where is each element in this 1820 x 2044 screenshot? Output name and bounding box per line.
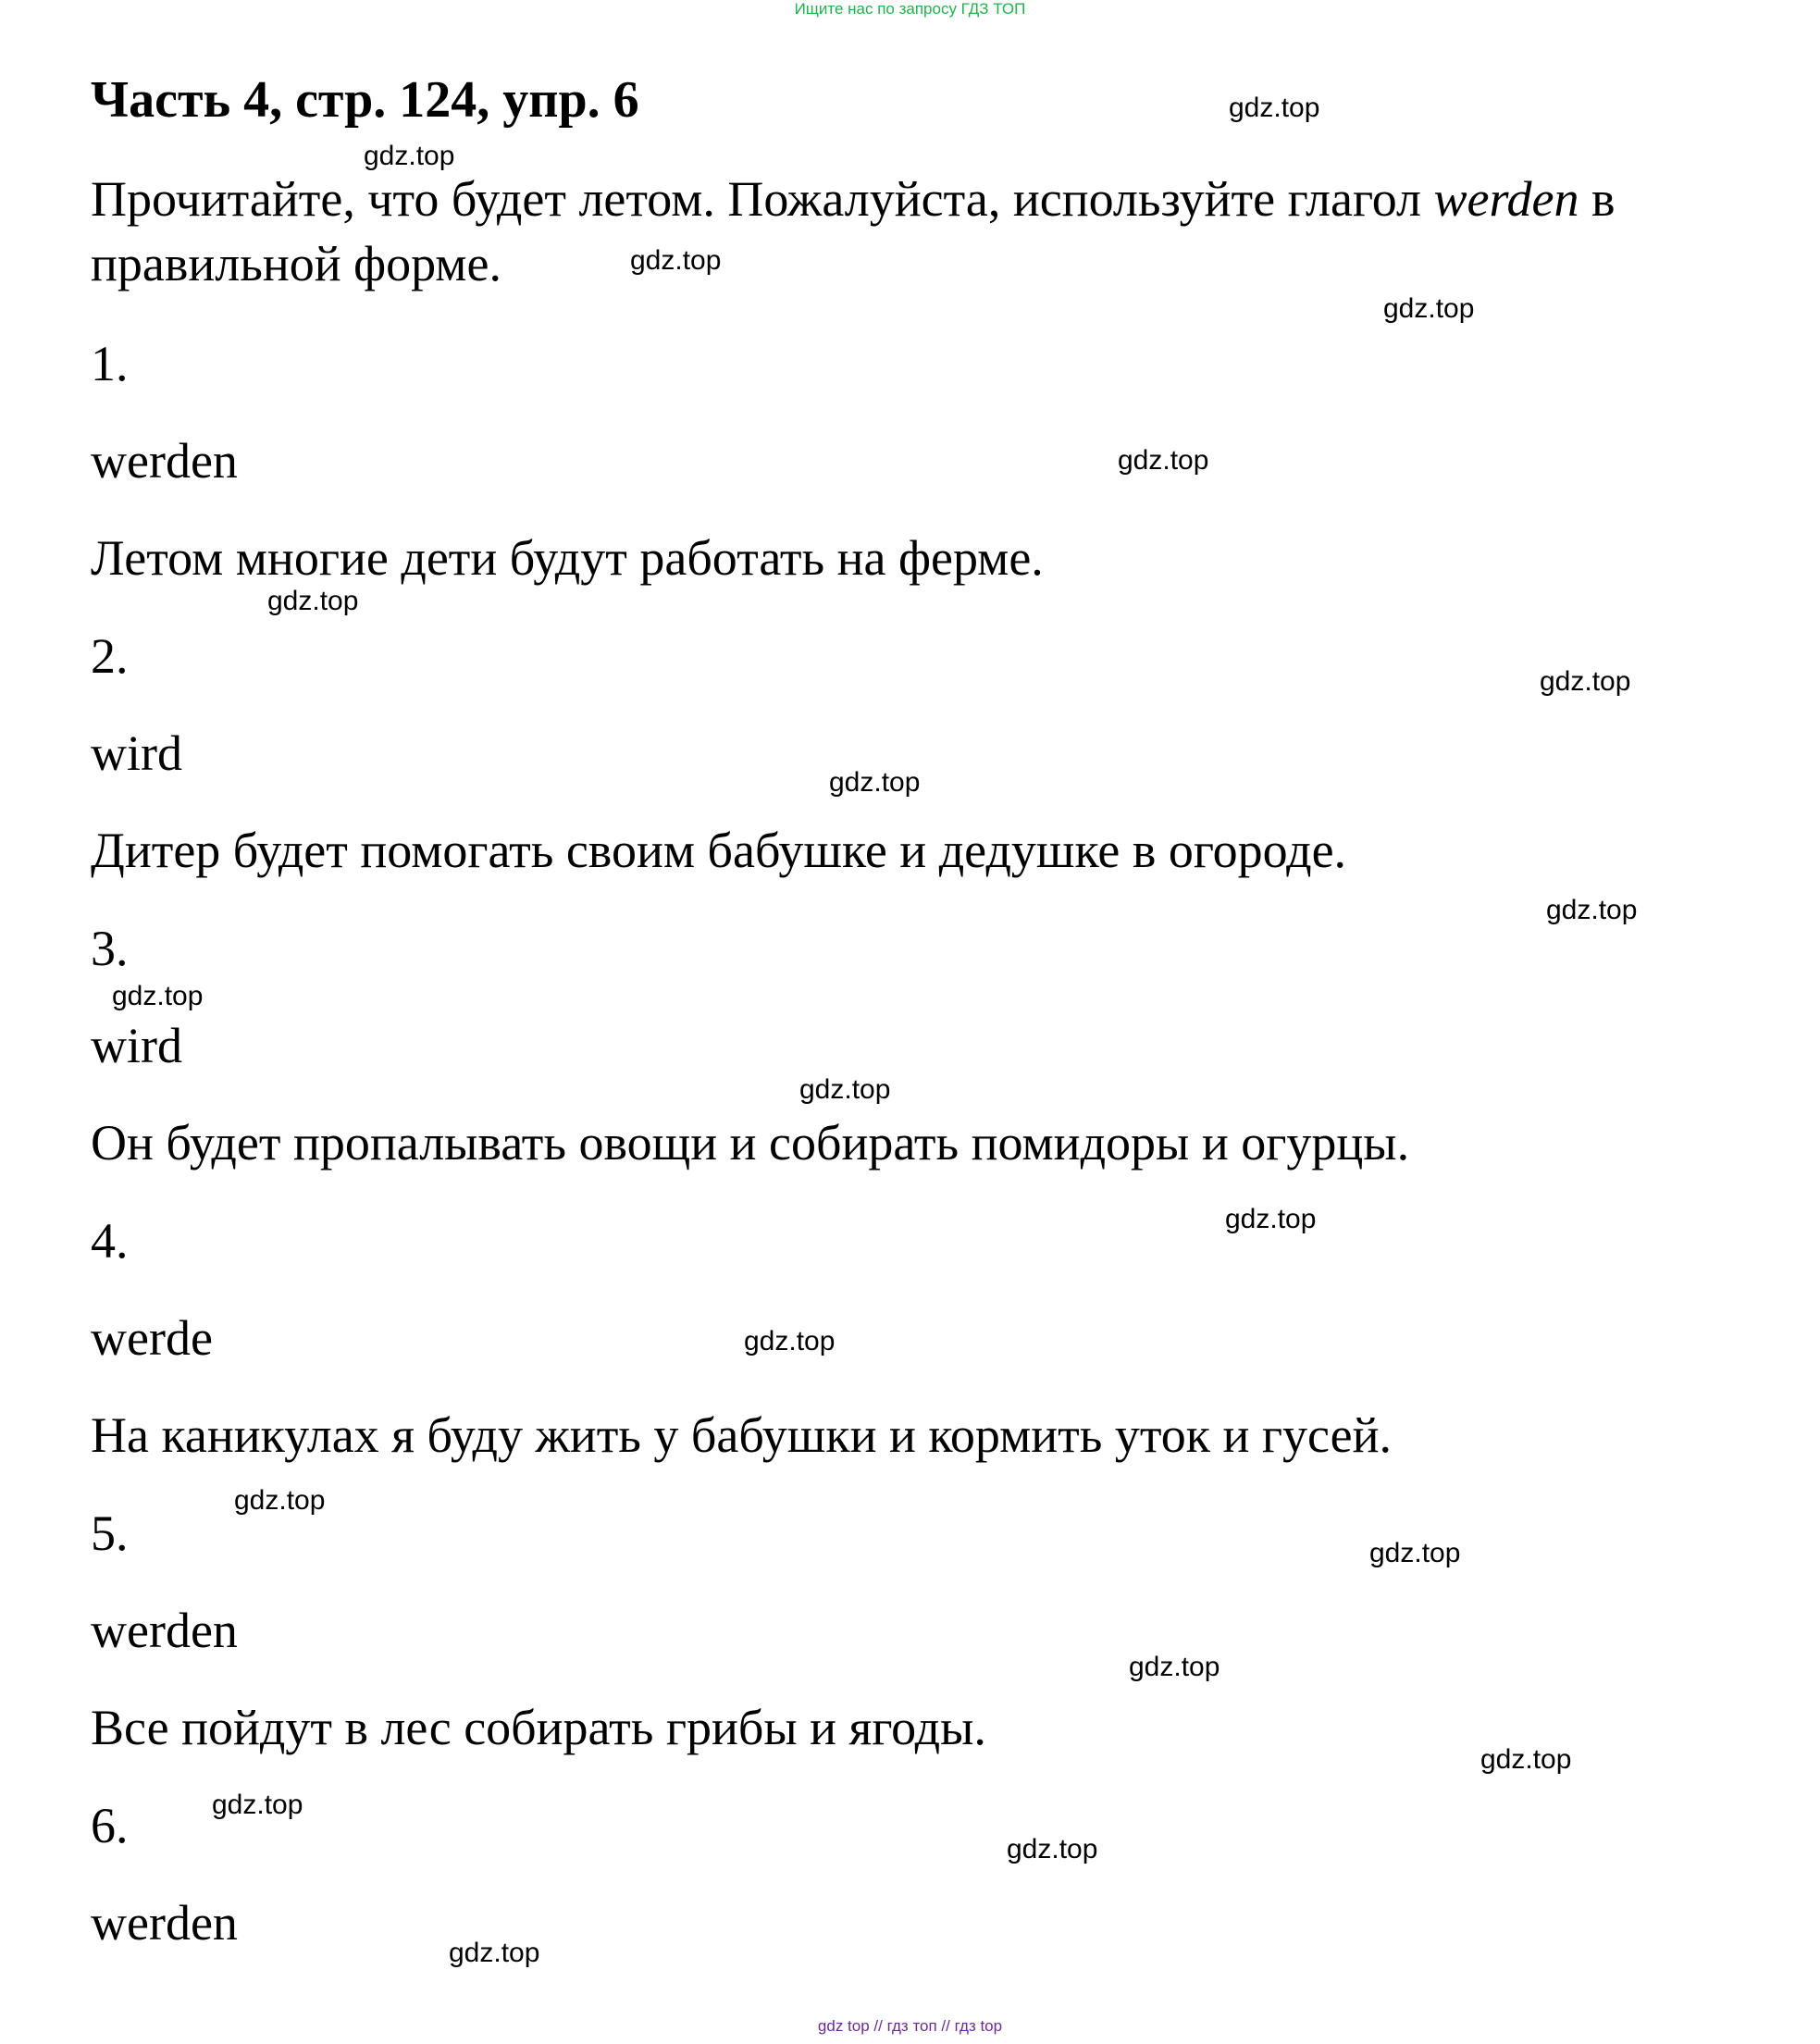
footer-links[interactable]: gdz top // гдз топ // гдз top xyxy=(817,2017,1003,2035)
item-translation: Все пойдут в лес собирать грибы и ягоды. xyxy=(91,1700,986,1755)
item-answer: werde xyxy=(91,1310,213,1366)
item-number: 3. xyxy=(91,921,129,976)
item-answer: werden xyxy=(91,1603,238,1658)
watermark: gdz.top xyxy=(1225,1204,1317,1234)
task-text-before: Прочитайте, что будет летом. Пожалуйста, используйте глагол xyxy=(91,171,1434,227)
watermark: gdz.top xyxy=(799,1074,891,1105)
watermark: gdz.top xyxy=(212,1790,303,1820)
watermark: gdz.top xyxy=(267,586,359,616)
item-translation: Летом многие дети будут работать на ферме. xyxy=(91,530,1044,586)
item-translation: Дитер будет помогать своим бабушке и дедушке в огороде. xyxy=(91,823,1347,878)
item-translation: Он будет пропалывать овощи и собирать помидоры и огурцы. xyxy=(91,1115,1410,1171)
watermark: gdz.top xyxy=(234,1485,326,1516)
watermark: gdz.top xyxy=(744,1326,836,1356)
item-answer: wird xyxy=(91,725,182,781)
watermark: gdz.top xyxy=(1369,1538,1461,1568)
watermark: gdz.top xyxy=(364,141,455,171)
task-text-after: в правильной форме. xyxy=(91,171,1616,291)
item-number: 5. xyxy=(91,1505,129,1561)
watermark: gdz.top xyxy=(630,245,722,276)
task-instruction xyxy=(91,167,1756,296)
item-number: 1. xyxy=(91,336,129,391)
watermark: gdz.top xyxy=(1480,1744,1572,1775)
watermark: gdz.top xyxy=(1229,93,1320,123)
watermark: gdz.top xyxy=(1546,895,1638,925)
watermark: gdz.top xyxy=(1383,293,1475,324)
page-title: Часть 4, стр. 124, упр. 6 xyxy=(91,71,639,129)
item-translation: На каникулах я буду жить у бабушки и кормить уток и гусей. xyxy=(91,1407,1393,1463)
watermark: gdz.top xyxy=(1540,666,1631,697)
watermark: gdz.top xyxy=(449,1938,540,1968)
watermark: gdz.top xyxy=(1118,445,1209,476)
item-answer: werden xyxy=(91,433,238,489)
item-number: 2. xyxy=(91,628,129,684)
item-number: 4. xyxy=(91,1213,129,1269)
watermark: gdz.top xyxy=(1129,1652,1220,1682)
task-verb: werden xyxy=(1433,171,1579,227)
watermark: gdz.top xyxy=(112,981,204,1011)
watermark: gdz.top xyxy=(829,767,921,798)
top-banner[interactable]: Ищите нас по запросу ГДЗ ТОП xyxy=(794,0,1026,18)
item-answer: wird xyxy=(91,1018,182,1073)
item-answer: werden xyxy=(91,1895,238,1951)
item-number: 6. xyxy=(91,1798,129,1853)
watermark: gdz.top xyxy=(1007,1834,1098,1864)
